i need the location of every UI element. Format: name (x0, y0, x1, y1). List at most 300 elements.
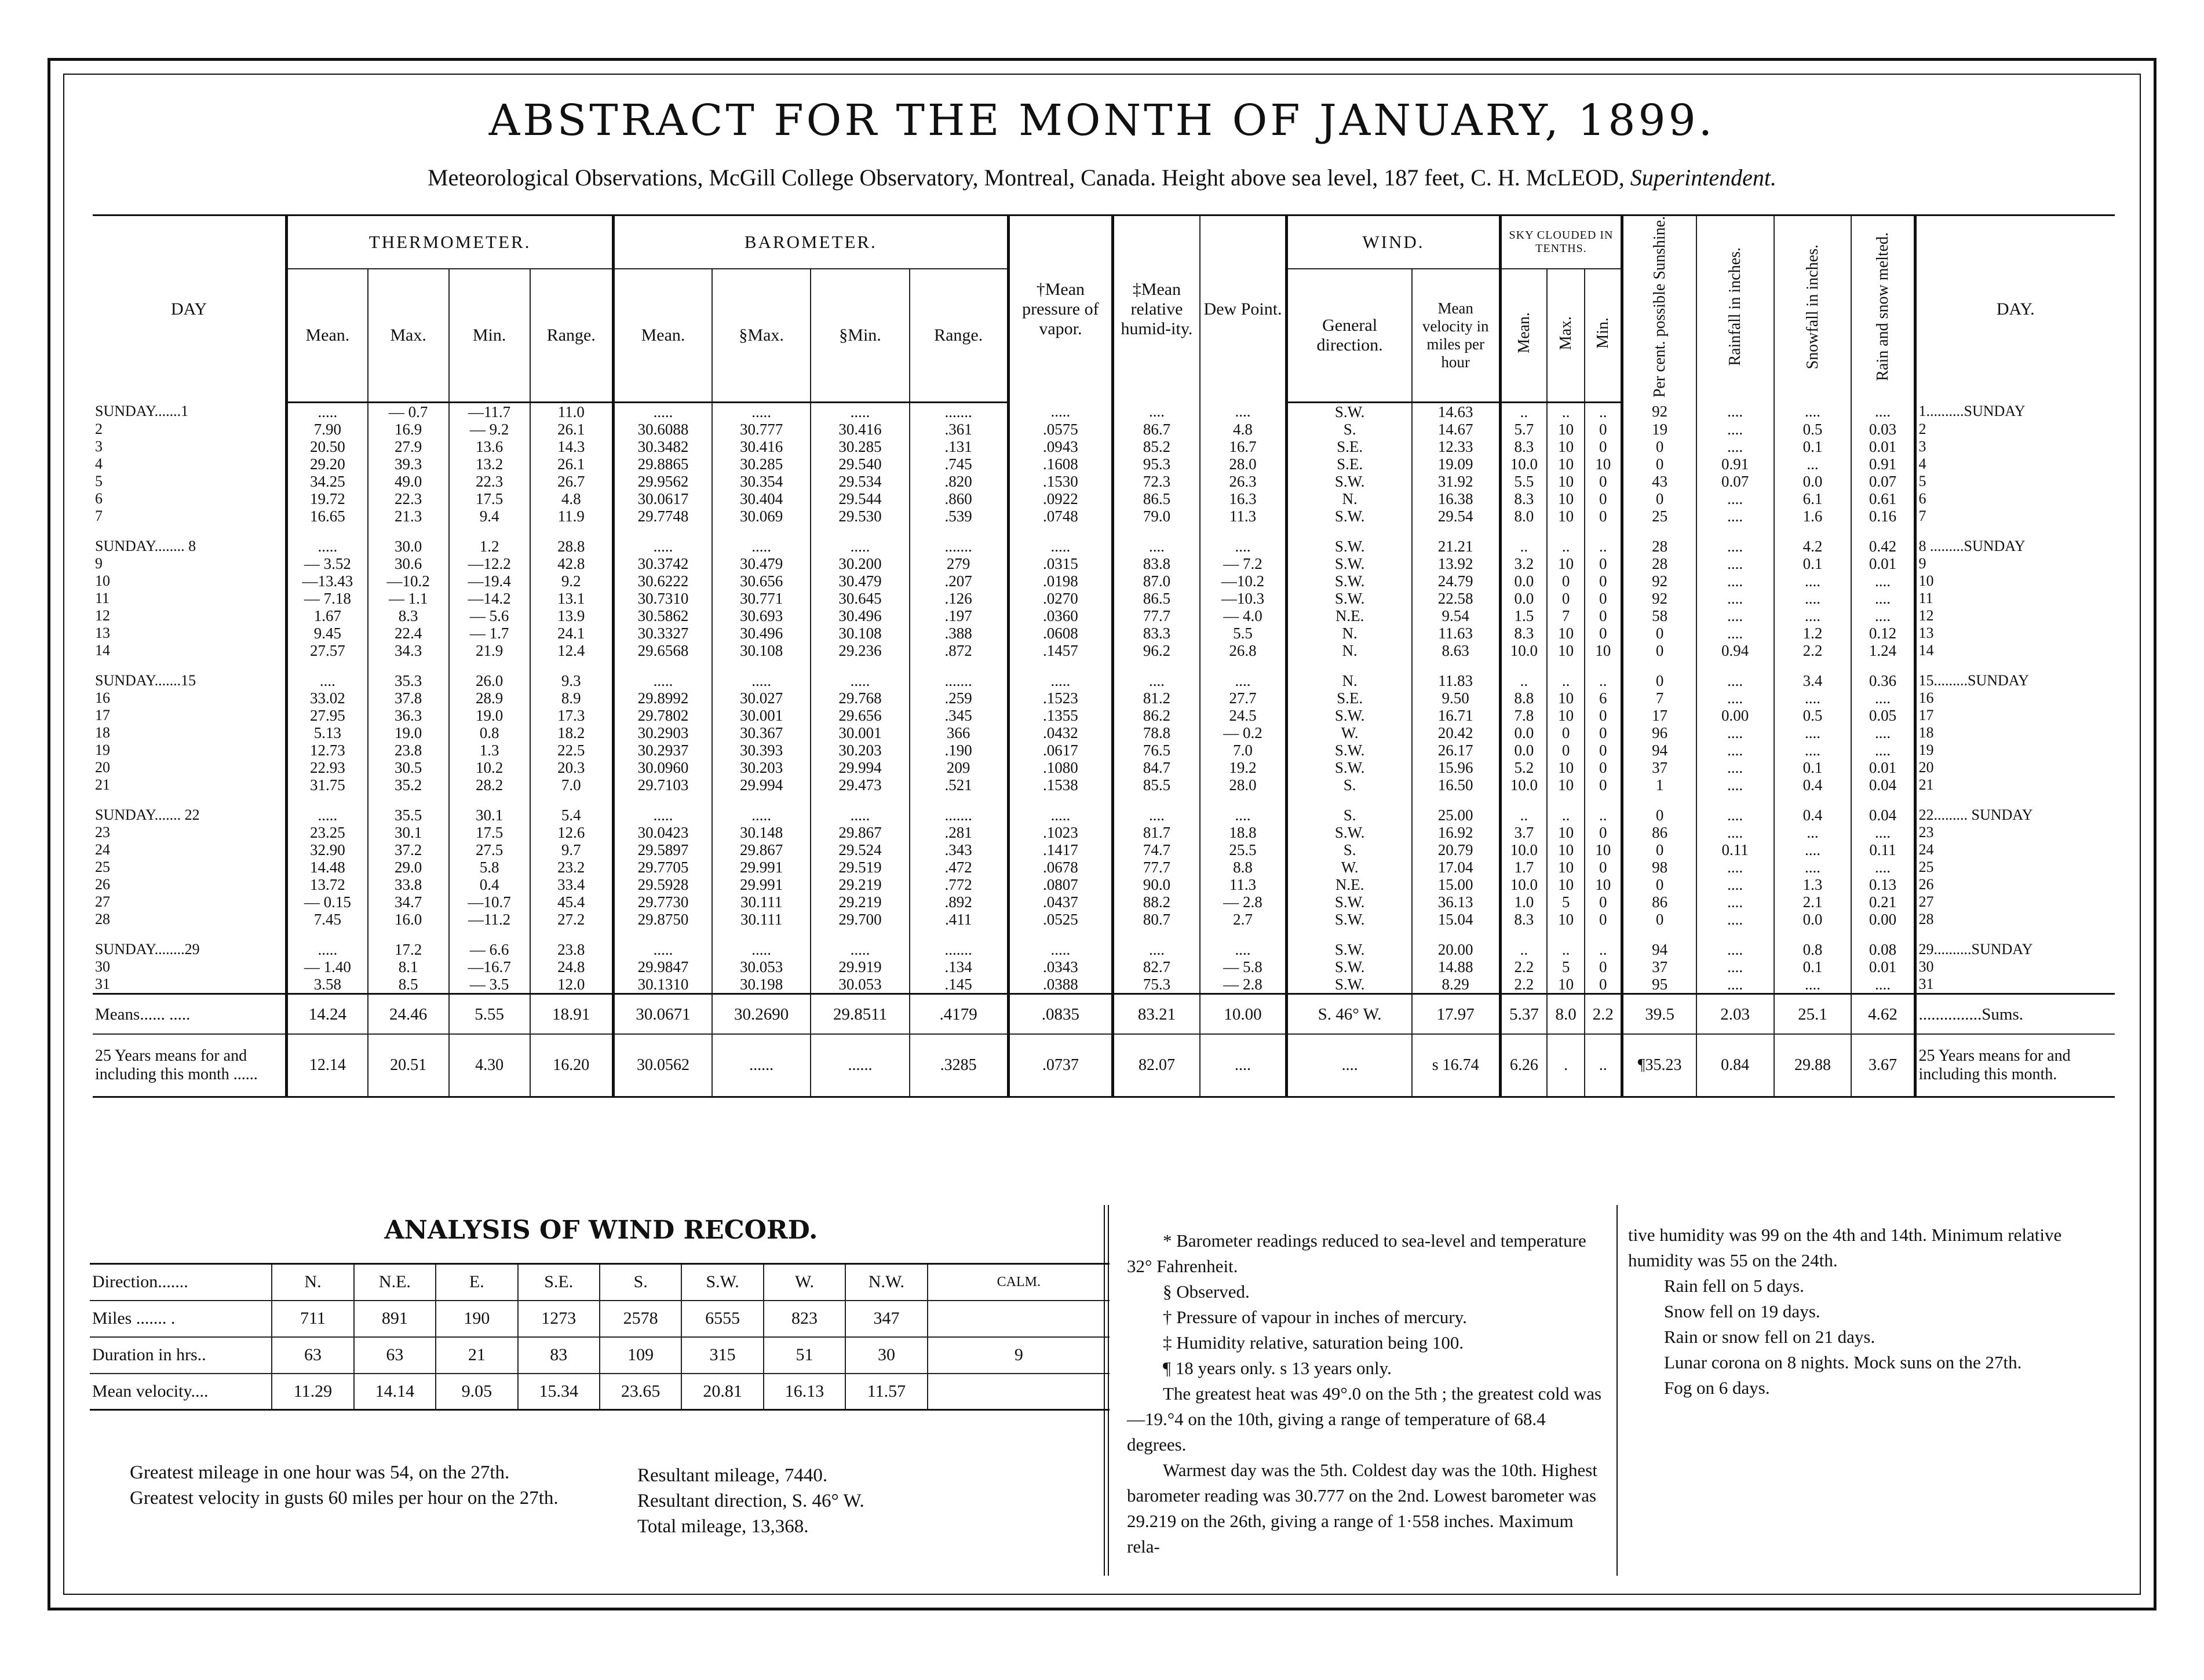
cell-brange: .772 (910, 876, 1008, 893)
cell-tmin: —11.2 (449, 911, 530, 928)
cell-smean: 8.3 (1500, 490, 1547, 507)
note-greatest-heat: The greatest heat was 49°.0 on the 5th ; the greatest cold was —19.°4 on the 10th, giving a range of temperature of 68.4 degrees. (1127, 1383, 1602, 1455)
cell-melt: .... (1851, 724, 1915, 742)
cell-vapor: .0270 (1008, 590, 1113, 607)
cell-tmax: 22.3 (368, 490, 449, 507)
note-rain-days: Rain fell on 5 days. (1664, 1276, 1804, 1296)
day-label-right: 19 (1915, 742, 2115, 759)
cell-bmean: 30.2937 (614, 742, 712, 759)
cell-sun: 92 (1622, 572, 1696, 590)
cell-tmin: — 1.7 (449, 624, 530, 642)
cell-dew: 11.3 (1200, 876, 1287, 893)
cell-vapor: .1355 (1008, 707, 1113, 724)
cell-rain: .... (1696, 624, 1774, 642)
cell-dew: —10.3 (1200, 590, 1287, 607)
cell-dir: S.W. (1287, 555, 1412, 572)
cell-sun: 92 (1622, 590, 1696, 607)
cell-melt: .... (1851, 824, 1915, 841)
day-label-right: 31 (1915, 976, 2115, 994)
cell-smax: 10 (1547, 642, 1585, 659)
cell-tmax: — 1.1 (368, 590, 449, 607)
cell-bmin: 29.473 (811, 776, 909, 794)
cell-bmin: ..... (811, 538, 909, 555)
cell-rain: .... (1696, 806, 1774, 824)
therm-range-header: Range. (530, 269, 614, 403)
wind-cell (928, 1301, 1110, 1337)
cell-smean: 1.5 (1500, 607, 1547, 624)
cell-bmean: 29.7730 (614, 893, 712, 911)
cell-vapor: .0525 (1008, 911, 1113, 928)
day-label-right: 4 (1915, 455, 2115, 473)
table-row (93, 824, 2115, 841)
cell-rain: 0.94 (1696, 642, 1774, 659)
cell-dew: 7.0 (1200, 742, 1287, 759)
cell-rain: .... (1696, 824, 1774, 841)
cell-brange: ....... (910, 402, 1008, 421)
cell-smean: 10.0 (1500, 455, 1547, 473)
cell-smean: 8.8 (1500, 689, 1547, 707)
cell-tmin: 5.55 (449, 994, 530, 1034)
cell-tmax: 35.5 (368, 806, 449, 824)
cell-smean: 10.0 (1500, 776, 1547, 794)
day-label-right: 2 (1915, 421, 2115, 438)
cell-brange: ....... (910, 538, 1008, 555)
cell-dew: 2.7 (1200, 911, 1287, 928)
cell-hum: 75.3 (1113, 976, 1200, 994)
cell-smean: 6.26 (1500, 1034, 1547, 1097)
cell-tmax: 49.0 (368, 473, 449, 490)
cell-rain: .... (1696, 438, 1774, 455)
cell-rain: .... (1696, 976, 1774, 994)
note-vapour: † Pressure of vapour in inches of mercury. (1163, 1307, 1467, 1327)
cell-bmean: 30.6088 (614, 421, 712, 438)
cell-brange: .388 (910, 624, 1008, 642)
cell-smin: 10 (1585, 455, 1622, 473)
cell-hum: 87.0 (1113, 572, 1200, 590)
cell-bmax: 29.991 (712, 876, 811, 893)
cell-hum: 83.21 (1113, 994, 1200, 1034)
cell-bmin: 29.524 (811, 841, 909, 859)
cell-smax: .. (1547, 941, 1585, 958)
day-label: 11 (95, 589, 110, 607)
cell-hum: 86.2 (1113, 707, 1200, 724)
cell-snow: 0.4 (1774, 806, 1852, 824)
cell-sun: 7 (1622, 689, 1696, 707)
wind-cell: E. (436, 1264, 517, 1301)
cell-vapor: .0432 (1008, 724, 1113, 742)
cell-bmean: 29.6568 (614, 642, 712, 659)
wind-cell: 21 (436, 1337, 517, 1374)
table-row (93, 538, 2115, 555)
cell-smax: 10 (1547, 759, 1585, 776)
cell-tmean: ..... (287, 538, 368, 555)
cell-hum: .... (1113, 538, 1200, 555)
cell-rain: .... (1696, 941, 1774, 958)
cell-smin: 0 (1585, 724, 1622, 742)
cell-vel: 24.79 (1412, 572, 1500, 590)
cell-smean: 10.0 (1500, 876, 1547, 893)
cell-smin: .. (1585, 538, 1622, 555)
cell-dir: W. (1287, 859, 1412, 876)
cell-bmin: 30.203 (811, 742, 909, 759)
cell-bmax: 30.693 (712, 607, 811, 624)
cell-bmin: 29.534 (811, 473, 909, 490)
cell-sun: 0 (1622, 672, 1696, 689)
cell-brange: .872 (910, 642, 1008, 659)
note-humidity: ‡ Humidity relative, saturation being 100. (1163, 1332, 1464, 1353)
cell-trange: 13.1 (530, 590, 614, 607)
day-label-right: 1..........SUNDAY (1915, 402, 2115, 421)
cell-bmean: 29.8865 (614, 455, 712, 473)
snowfall-header: Snowfall in inches. (1774, 216, 1852, 403)
cell-smax: 8.0 (1547, 994, 1585, 1034)
cell-dir: S. 46° W. (1287, 994, 1412, 1034)
cell-tmean: —13.43 (287, 572, 368, 590)
cell-dew: .... (1200, 538, 1287, 555)
cell-brange: ....... (910, 941, 1008, 958)
cell-trange: 9.3 (530, 672, 614, 689)
cell-snow: .... (1774, 572, 1852, 590)
cell-melt: 3.67 (1851, 1034, 1915, 1097)
cell-smax: 10 (1547, 555, 1585, 572)
day-label-right: 25 Years means for and including this month. (1915, 1034, 2115, 1097)
wind-notes-left (94, 1460, 615, 1511)
cell-vapor: .0198 (1008, 572, 1113, 590)
cell-vel: 17.97 (1412, 994, 1500, 1034)
cell-snow: 4.2 (1774, 538, 1852, 555)
cell-dir: S.W. (1287, 911, 1412, 928)
cell-smean: 0.0 (1500, 572, 1547, 590)
cell-dir: S. (1287, 806, 1412, 824)
day-label: 25 (95, 858, 110, 875)
cell-tmax: 30.1 (368, 824, 449, 841)
cell-trange: 24.1 (530, 624, 614, 642)
cell-dir: S.W. (1287, 976, 1412, 994)
column-divider (1108, 1205, 1109, 1576)
cell-dir: S.W. (1287, 941, 1412, 958)
cell-smin: 10 (1585, 841, 1622, 859)
day-label-right: 26 (1915, 876, 2115, 893)
cell-dir: N. (1287, 672, 1412, 689)
cell-sun: 86 (1622, 824, 1696, 841)
cell-bmax: 30.108 (712, 642, 811, 659)
cell-tmax: 8.5 (368, 976, 449, 994)
cell-hum: 83.8 (1113, 555, 1200, 572)
cell-dew: 16.3 (1200, 490, 1287, 507)
cell-bmean: ..... (614, 672, 712, 689)
cell-tmin: 13.2 (449, 455, 530, 473)
cell-brange: .131 (910, 438, 1008, 455)
cell-dir: S.W. (1287, 759, 1412, 776)
cell-trange: 13.9 (530, 607, 614, 624)
cell-tmin: 28.9 (449, 689, 530, 707)
table-row (93, 672, 2115, 689)
cell-rain: .... (1696, 490, 1774, 507)
cell-melt: .... (1851, 689, 1915, 707)
cell-sun: 0 (1622, 438, 1696, 455)
cell-tmax: 8.3 (368, 607, 449, 624)
direction-row (90, 1264, 1110, 1301)
cell-vel: 13.92 (1412, 555, 1500, 572)
cell-trange: 16.20 (530, 1034, 614, 1097)
cell-vel: 31.92 (1412, 473, 1500, 490)
cell-brange: .860 (910, 490, 1008, 507)
cell-smin: .. (1585, 402, 1622, 421)
day-label: 30 (95, 958, 110, 975)
cell-smax: 10 (1547, 841, 1585, 859)
day-label-right: 17 (1915, 707, 2115, 724)
cell-tmax: 30.5 (368, 759, 449, 776)
cell-trange: 9.7 (530, 841, 614, 859)
cell-bmean: 30.0617 (614, 490, 712, 507)
day-label-right: 28 (1915, 911, 2115, 928)
cell-tmean: 32.90 (287, 841, 368, 859)
cell-tmean: — 0.15 (287, 893, 368, 911)
cell-sun: 96 (1622, 724, 1696, 742)
cell-trange: 23.8 (530, 941, 614, 958)
cell-vapor: ..... (1008, 402, 1113, 421)
cell-melt: .... (1851, 607, 1915, 624)
note-years: ¶ 18 years only. s 13 years only. (1163, 1358, 1392, 1378)
page-title: ABSTRACT FOR THE MONTH OF JANUARY, 1899. (488, 96, 1716, 145)
cell-hum: 85.5 (1113, 776, 1200, 794)
sky-header: SKY CLOUDED IN TENTHS. (1500, 216, 1622, 269)
cell-smean: 5.7 (1500, 421, 1547, 438)
cell-snow: 0.5 (1774, 707, 1852, 724)
table-row (93, 555, 2115, 572)
cell-bmax: 30.496 (712, 624, 811, 642)
vapor-header: †Mean pressure of vapor. (1008, 216, 1113, 403)
cell-bmin: 29.236 (811, 642, 909, 659)
cell-brange: 279 (910, 555, 1008, 572)
cell-hum: 77.7 (1113, 859, 1200, 876)
cell-tmean: 14.48 (287, 859, 368, 876)
cell-vapor: ..... (1008, 941, 1113, 958)
cell-smax: .. (1547, 672, 1585, 689)
cell-vapor: .1023 (1008, 824, 1113, 841)
cell-rain: .... (1696, 689, 1774, 707)
cell-melt: 0.01 (1851, 555, 1915, 572)
cell-smean: 5.5 (1500, 473, 1547, 490)
cell-hum: 80.7 (1113, 911, 1200, 928)
cell-rain: .... (1696, 742, 1774, 759)
cell-trange: 23.2 (530, 859, 614, 876)
table-row (93, 421, 2115, 438)
cell-trange: 5.4 (530, 806, 614, 824)
cell-bmean: 30.0423 (614, 824, 712, 841)
page-subtitle (0, 164, 2204, 191)
cell-bmax: 30.777 (712, 421, 811, 438)
cell-tmean: .... (287, 672, 368, 689)
cell-dir: S.W. (1287, 590, 1412, 607)
cell-smin: 0 (1585, 490, 1622, 507)
cell-bmin: ..... (811, 402, 909, 421)
cell-dir: S.E. (1287, 438, 1412, 455)
cell-bmean: 29.9562 (614, 473, 712, 490)
cell-tmin: — 9.2 (449, 421, 530, 438)
cell-sun: 37 (1622, 759, 1696, 776)
cell-tmax: 37.8 (368, 689, 449, 707)
cell-bmax: 30.479 (712, 555, 811, 572)
cell-tmax: 34.7 (368, 893, 449, 911)
cell-snow: .... (1774, 590, 1852, 607)
cell-smin: 6 (1585, 689, 1622, 707)
cell-trange: 33.4 (530, 876, 614, 893)
cell-rain: 0.84 (1696, 1034, 1774, 1097)
cell-tmean: — 1.40 (287, 958, 368, 976)
cell-smean: .. (1500, 538, 1547, 555)
cell-snow: ... (1774, 824, 1852, 841)
cell-smax: 0 (1547, 590, 1585, 607)
cell-rain: .... (1696, 911, 1774, 928)
cell-tmin: 1.3 (449, 742, 530, 759)
cell-bmax: ..... (712, 538, 811, 555)
cell-bmean: 30.6222 (614, 572, 712, 590)
cell-dew: 24.5 (1200, 707, 1287, 724)
cell-bmin: 29.700 (811, 911, 909, 928)
cell-tmax: 23.8 (368, 742, 449, 759)
note-precip-days: Rain or snow fell on 21 days. (1664, 1327, 1875, 1347)
cell-tmin: —10.7 (449, 893, 530, 911)
cell-smin: .. (1585, 1034, 1622, 1097)
cell-vel: 29.54 (1412, 507, 1500, 525)
cell-tmax: 8.1 (368, 958, 449, 976)
cell-sun: 86 (1622, 893, 1696, 911)
cell-tmean: 29.20 (287, 455, 368, 473)
day-label-right: 14 (1915, 642, 2115, 659)
cell-rain: 2.03 (1696, 994, 1774, 1034)
cell-vel: 8.63 (1412, 642, 1500, 659)
cell-smax: 10 (1547, 976, 1585, 994)
cell-dir: S. (1287, 841, 1412, 859)
cell-bmin: 30.001 (811, 724, 909, 742)
cell-smax: 10 (1547, 490, 1585, 507)
cell-trange: 26.1 (530, 455, 614, 473)
cell-smin: 0 (1585, 976, 1622, 994)
cell-tmean: 27.57 (287, 642, 368, 659)
cell-tmax: 19.0 (368, 724, 449, 742)
cell-vel: 8.29 (1412, 976, 1500, 994)
cell-vel: 22.58 (1412, 590, 1500, 607)
cell-bmax: 29.991 (712, 859, 811, 876)
cell-trange: 11.0 (530, 402, 614, 421)
cell-bmin: 30.416 (811, 421, 909, 438)
cell-dir: S.W. (1287, 507, 1412, 525)
cell-bmean: 29.7103 (614, 776, 712, 794)
day-label: 20 (95, 758, 110, 776)
row-label: Direction....... (90, 1264, 272, 1301)
cell-snow: 0.4 (1774, 776, 1852, 794)
day-label-right: 20 (1915, 759, 2115, 776)
cell-rain: .... (1696, 572, 1774, 590)
cell-tmean: 19.72 (287, 490, 368, 507)
wind-notes-right (637, 1463, 1008, 1539)
sky-mean-header: Mean. (1500, 269, 1547, 403)
cell-vel: s 16.74 (1412, 1034, 1500, 1097)
cell-vel: 16.38 (1412, 490, 1500, 507)
column-divider (1104, 1205, 1105, 1576)
day-label: 14 (95, 641, 110, 659)
note-total-mileage: Total mileage, 13,368. (637, 1516, 809, 1537)
cell-hum: 72.3 (1113, 473, 1200, 490)
humidity-header: ‡Mean relative humid-ity. (1113, 216, 1200, 403)
cell-tmax: 37.2 (368, 841, 449, 859)
barometer-header: BAROMETER. (614, 216, 1009, 269)
day-header: DAY (93, 216, 287, 403)
cell-dir: S.W. (1287, 473, 1412, 490)
cell-smin: 0 (1585, 911, 1622, 928)
cell-dir: S.W. (1287, 572, 1412, 590)
cell-vapor: .0617 (1008, 742, 1113, 759)
cell-snow: ... (1774, 455, 1852, 473)
cell-dew: —10.2 (1200, 572, 1287, 590)
cell-bmin: 30.496 (811, 607, 909, 624)
cell-bmin: 29.219 (811, 876, 909, 893)
day-label-right: 10 (1915, 572, 2115, 590)
cell-sun: 0 (1622, 624, 1696, 642)
cell-bmax: 30.203 (712, 759, 811, 776)
cell-vel: 36.13 (1412, 893, 1500, 911)
wind-cell: 23.65 (600, 1374, 681, 1410)
cell-melt: .... (1851, 742, 1915, 759)
cell-rain: 0.00 (1696, 707, 1774, 724)
cell-dir: S.E. (1287, 455, 1412, 473)
cell-smean: .. (1500, 941, 1547, 958)
cell-vapor: .0360 (1008, 607, 1113, 624)
cell-trange: 28.8 (530, 538, 614, 555)
cell-vapor: ..... (1008, 538, 1113, 555)
cell-bmax: 30.027 (712, 689, 811, 707)
cell-trange: 24.8 (530, 958, 614, 976)
cell-smin: .. (1585, 672, 1622, 689)
cell-trange: 26.1 (530, 421, 614, 438)
cell-bmin: 30.108 (811, 624, 909, 642)
cell-bmin: 29.867 (811, 824, 909, 841)
day-label-right: 5 (1915, 473, 2115, 490)
cell-tmean: 31.75 (287, 776, 368, 794)
table-row (93, 958, 2115, 976)
cell-hum: .... (1113, 402, 1200, 421)
wind-cell: 63 (354, 1337, 436, 1374)
day-label: 19 (95, 741, 110, 758)
wind-cell: 1273 (518, 1301, 600, 1337)
cell-smean: .. (1500, 672, 1547, 689)
cell-rain: .... (1696, 672, 1774, 689)
cell-rain: .... (1696, 893, 1774, 911)
cell-trange: 14.3 (530, 438, 614, 455)
footnotes-middle (1127, 1228, 1602, 1560)
week-spacer (93, 794, 2115, 806)
cell-smean: .. (1500, 806, 1547, 824)
cell-tmean: 3.58 (287, 976, 368, 994)
cell-tmin: 22.3 (449, 473, 530, 490)
cell-vapor: .0922 (1008, 490, 1113, 507)
cell-snow: 3.4 (1774, 672, 1852, 689)
cell-bmin: ..... (811, 806, 909, 824)
cell-vapor: .0575 (1008, 421, 1113, 438)
cell-rain: .... (1696, 590, 1774, 607)
cell-vel: 11.83 (1412, 672, 1500, 689)
cell-snow: .... (1774, 742, 1852, 759)
cell-smax: 10 (1547, 421, 1585, 438)
cell-vapor: .1417 (1008, 841, 1113, 859)
wind-cell: N. (272, 1264, 353, 1301)
cell-smin: 0 (1585, 893, 1622, 911)
cell-smax: 10 (1547, 707, 1585, 724)
cell-brange: .259 (910, 689, 1008, 707)
day-label: 21 (95, 776, 110, 793)
cell-tmax: 27.9 (368, 438, 449, 455)
